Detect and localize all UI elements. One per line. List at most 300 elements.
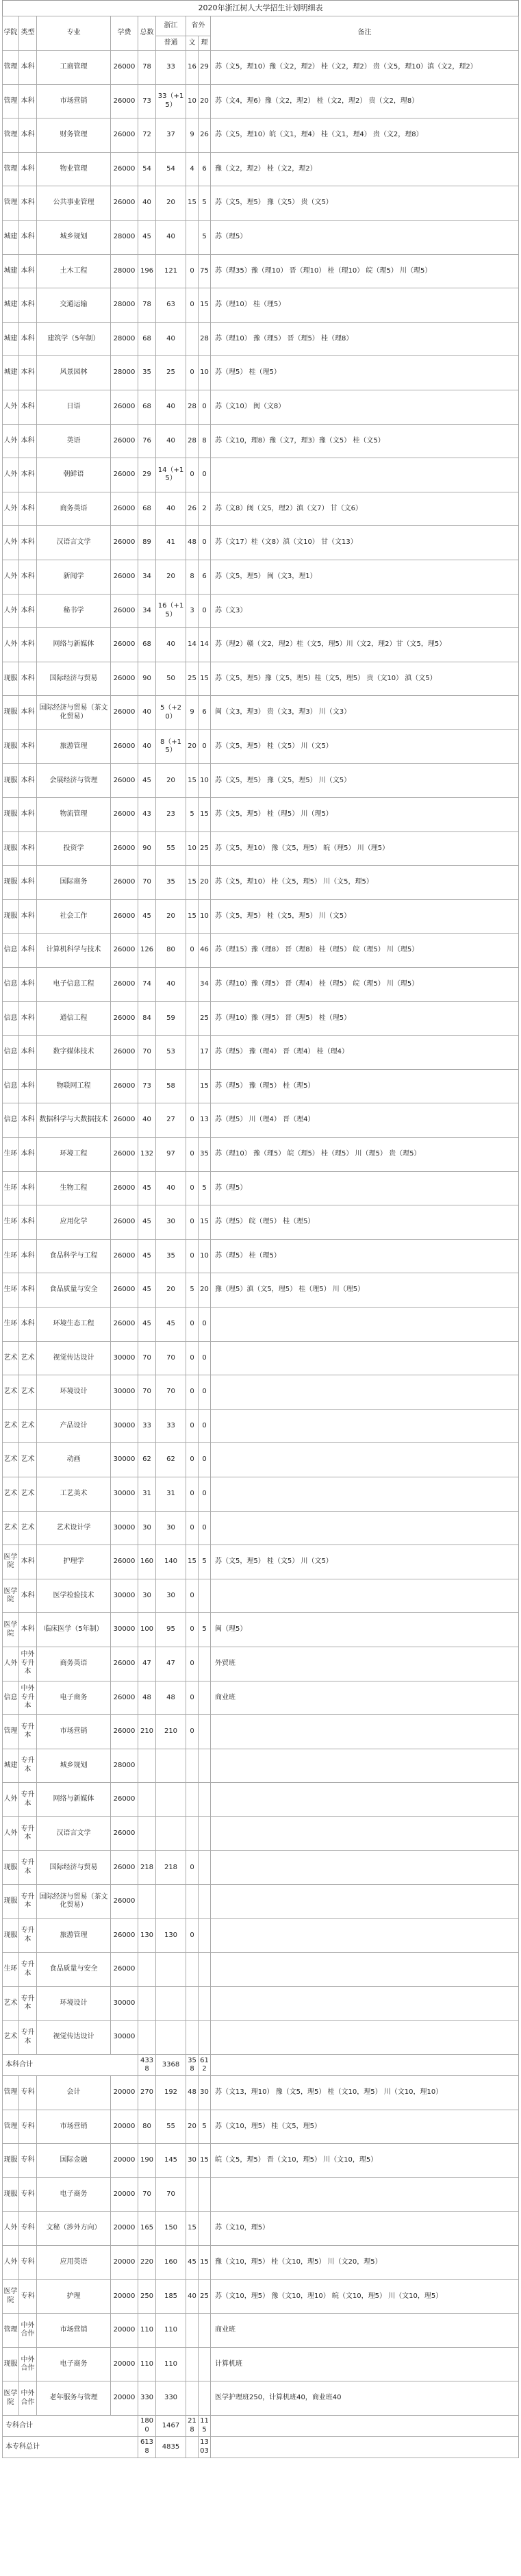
cell-total: 73: [138, 1069, 156, 1103]
cell-zhejiang-general: 192: [156, 2076, 186, 2110]
table-row: [3, 2076, 519, 2110]
cell-out-science: 5: [199, 2110, 211, 2144]
cell-out-arts: 0: [186, 1341, 199, 1375]
cell-tuition: 26000: [111, 1273, 138, 1308]
cell-total: 48: [138, 1681, 156, 1715]
cell-out-arts: 8: [186, 560, 199, 594]
cell-total: 45: [138, 220, 156, 254]
cell-total: 45: [138, 1307, 156, 1341]
cell-out-arts: [186, 322, 199, 356]
cell-type: 本科: [19, 764, 37, 798]
cell-type: 专升本: [19, 1986, 37, 2021]
summary-science: 612: [199, 2055, 211, 2076]
cell-out-arts: 26: [186, 492, 199, 526]
cell-college: 人外: [3, 458, 19, 492]
cell-out-arts: 0: [186, 1715, 199, 1749]
cell-out-science: [199, 2021, 211, 2055]
cell-total: 74: [138, 968, 156, 1002]
table-body: [3, 51, 519, 2458]
cell-note: 豫（理5）滇（文5，理5） 桂（理5） 川（理5）: [211, 1273, 519, 1308]
cell-total: [138, 2021, 156, 2055]
cell-note: 苏（理5）: [211, 1171, 519, 1205]
table-row: [3, 628, 519, 662]
cell-out-science: [199, 1851, 211, 1885]
summary-total: 6138: [138, 2436, 156, 2458]
cell-total: 250: [138, 2279, 156, 2314]
cell-zhejiang-general: 8（+15）: [156, 729, 186, 764]
cell-note: 苏（理15）豫（理8） 晋（理8） 桂（理5） 皖（理5） 川（理5）: [211, 934, 519, 968]
table-row: [3, 729, 519, 764]
cell-zhejiang-general: 31: [156, 1477, 186, 1511]
cell-note: 苏（文5，理5） 桂（文5，理5） 川（文5）: [211, 899, 519, 934]
cell-note: [211, 2177, 519, 2212]
cell-zhejiang-general: 59: [156, 1001, 186, 1036]
cell-major: 视觉传达设计: [37, 2021, 111, 2055]
cell-tuition: 30000: [111, 1477, 138, 1511]
cell-note: [211, 1953, 519, 1987]
cell-note: 苏（文5，理10） 豫（文5，理5） 皖（理5） 川（理5）: [211, 831, 519, 866]
cell-tuition: 20000: [111, 2381, 138, 2416]
table-row: [3, 1307, 519, 1341]
cell-college: 城建: [3, 322, 19, 356]
cell-major: 应用化学: [37, 1205, 111, 1240]
cell-total: 40: [138, 696, 156, 730]
cell-major: 秘书学: [37, 594, 111, 628]
cell-out-arts: 0: [186, 1138, 199, 1172]
table-row: [3, 1205, 519, 1240]
cell-type: 专科: [19, 2110, 37, 2144]
cell-note: [211, 1443, 519, 1477]
cell-out-arts: 3: [186, 594, 199, 628]
cell-major: 国际商务: [37, 866, 111, 900]
cell-major: 城乡规划: [37, 220, 111, 254]
summary-label: 本科合计: [3, 2055, 138, 2076]
cell-note: [211, 1749, 519, 1783]
cell-note: 苏（文5，理5） 豫（文5，理5） 川（文5）: [211, 764, 519, 798]
cell-type: 中外专升本: [19, 1681, 37, 1715]
cell-zhejiang-general: 218: [156, 1851, 186, 1885]
cell-major: 网络与新媒体: [37, 628, 111, 662]
cell-tuition: 20000: [111, 2314, 138, 2348]
cell-tuition: 26000: [111, 1953, 138, 1987]
cell-major: 汉语言文学: [37, 1816, 111, 1851]
cell-major: 环境工程: [37, 1138, 111, 1172]
cell-note: [211, 1511, 519, 1545]
cell-out-science: 15: [199, 288, 211, 323]
cell-note: 苏（理5） 川（理4） 晋（理4）: [211, 1103, 519, 1138]
summary-total: 4338: [138, 2055, 156, 2076]
table-row: [3, 2177, 519, 2212]
cell-total: 40: [138, 729, 156, 764]
cell-out-science: 20: [199, 866, 211, 900]
cell-out-science: 25: [199, 831, 211, 866]
cell-college: 人外: [3, 2246, 19, 2280]
cell-zhejiang-general: 210: [156, 1715, 186, 1749]
cell-major: 市场营销: [37, 2314, 111, 2348]
cell-note: [211, 1851, 519, 1885]
cell-zhejiang-general: 55: [156, 831, 186, 866]
cell-major: 旅游管理: [37, 729, 111, 764]
cell-out-arts: [186, 1069, 199, 1103]
cell-college: 人外: [3, 390, 19, 424]
cell-type: 本科: [19, 1036, 37, 1070]
cell-note: 苏（文10，理5）: [211, 2212, 519, 2246]
cell-out-arts: [186, 2347, 199, 2381]
grand-total-row: [3, 2436, 519, 2458]
cell-college: 管理: [3, 84, 19, 118]
cell-type: 本科: [19, 288, 37, 323]
cell-college: 现服: [3, 1885, 19, 1919]
cell-out-arts: 0: [186, 1205, 199, 1240]
cell-zhejiang-general: [156, 2021, 186, 2055]
cell-out-arts: 48: [186, 2076, 199, 2110]
cell-out-science: 75: [199, 254, 211, 288]
cell-out-science: [199, 2177, 211, 2212]
cell-zhejiang-general: [156, 1749, 186, 1783]
cell-zhejiang-general: 30: [156, 1205, 186, 1240]
table-row: [3, 356, 519, 390]
cell-zhejiang-general: 20: [156, 560, 186, 594]
cell-out-arts: 30: [186, 2144, 199, 2178]
table-row: [3, 152, 519, 186]
cell-type: 专升本: [19, 1715, 37, 1749]
cell-out-arts: 0: [186, 288, 199, 323]
cell-tuition: 26000: [111, 1103, 138, 1138]
cell-major: 文秘（涉外方向）: [37, 2212, 111, 2246]
cell-zhejiang-general: 20: [156, 764, 186, 798]
cell-out-arts: 0: [186, 1681, 199, 1715]
cell-major: 数据科学与大数据技术: [37, 1103, 111, 1138]
cell-total: 62: [138, 1443, 156, 1477]
cell-major: 城乡规划: [37, 1749, 111, 1783]
cell-college: 管理: [3, 186, 19, 221]
cell-tuition: 26000: [111, 1138, 138, 1172]
cell-college: 生环: [3, 1273, 19, 1308]
header-zhejiang: 浙江: [156, 16, 186, 36]
cell-total: [138, 1986, 156, 2021]
cell-total: 70: [138, 1375, 156, 1410]
cell-type: 本科: [19, 322, 37, 356]
cell-total: 218: [138, 1851, 156, 1885]
header-science: 理: [199, 36, 211, 51]
cell-type: 专升本: [19, 1783, 37, 1817]
cell-out-science: [199, 1579, 211, 1613]
cell-type: 专科: [19, 2246, 37, 2280]
cell-college: 现服: [3, 764, 19, 798]
cell-college: 现服: [3, 1851, 19, 1885]
cell-type: 本科: [19, 84, 37, 118]
cell-out-science: 17: [199, 1036, 211, 1070]
cell-out-arts: 25: [186, 662, 199, 696]
cell-zhejiang-general: 40: [156, 628, 186, 662]
cell-out-arts: [186, 1816, 199, 1851]
header-arts: 文: [186, 36, 199, 51]
cell-major: 老年服务与管理: [37, 2381, 111, 2416]
cell-tuition: 20000: [111, 2177, 138, 2212]
cell-tuition: 30000: [111, 1375, 138, 1410]
cell-college: 艺术: [3, 1375, 19, 1410]
cell-zhejiang-general: 14（+15）: [156, 458, 186, 492]
cell-college: 管理: [3, 118, 19, 153]
cell-tuition: 28000: [111, 220, 138, 254]
cell-total: 89: [138, 526, 156, 560]
cell-out-science: 10: [199, 899, 211, 934]
table-row: [3, 51, 519, 85]
cell-out-science: 15: [199, 2144, 211, 2178]
cell-type: 本科: [19, 628, 37, 662]
table-row: [3, 1986, 519, 2021]
cell-type: 专升本: [19, 1749, 37, 1783]
cell-total: 68: [138, 390, 156, 424]
cell-type: 本科: [19, 1069, 37, 1103]
cell-total: 45: [138, 899, 156, 934]
cell-out-arts: 15: [186, 764, 199, 798]
cell-total: 90: [138, 662, 156, 696]
cell-zhejiang-general: 40: [156, 492, 186, 526]
cell-out-arts: 0: [186, 1579, 199, 1613]
cell-tuition: 20000: [111, 2076, 138, 2110]
cell-type: 本科: [19, 356, 37, 390]
cell-college: 生环: [3, 1239, 19, 1273]
cell-note: 苏（文10） 闽（文8）: [211, 390, 519, 424]
cell-note: [211, 1375, 519, 1410]
header-major: 专业: [37, 16, 111, 51]
cell-tuition: 26000: [111, 1036, 138, 1070]
cell-major: 护理学: [37, 1545, 111, 1579]
cell-total: 68: [138, 628, 156, 662]
vocational-subtotal-row: [3, 2415, 519, 2436]
cell-college: 信息: [3, 1036, 19, 1070]
cell-major: 土木工程: [37, 254, 111, 288]
cell-out-arts: 0: [186, 934, 199, 968]
cell-type: 专科: [19, 2212, 37, 2246]
cell-zhejiang-general: 160: [156, 2246, 186, 2280]
cell-tuition: 30000: [111, 1613, 138, 1647]
cell-total: 110: [138, 2347, 156, 2381]
cell-tuition: 28000: [111, 356, 138, 390]
cell-out-arts: 0: [186, 1918, 199, 1953]
cell-zhejiang-general: 30: [156, 1511, 186, 1545]
cell-out-arts: 0: [186, 1409, 199, 1443]
cell-out-science: [199, 2347, 211, 2381]
cell-note: 苏（理35）豫（理10） 晋（理10） 桂（理10） 皖（理5） 川（理5）: [211, 254, 519, 288]
cell-college: 现服: [3, 2177, 19, 2212]
cell-note: 豫（文2，理2） 桂（文2，理2）: [211, 152, 519, 186]
summary-note: [211, 2415, 519, 2436]
cell-out-science: 5: [199, 220, 211, 254]
cell-out-science: 0: [199, 1511, 211, 1545]
cell-type: 本科: [19, 1239, 37, 1273]
cell-note: 苏（理10） 桂（理5）: [211, 288, 519, 323]
cell-note: 苏（文10，理5） 豫（文10，理10） 皖（文10，理5） 川（文10，理5）: [211, 2279, 519, 2314]
cell-type: 专升本: [19, 2021, 37, 2055]
summary-zhejiang: 1467: [156, 2415, 186, 2436]
cell-tuition: 26000: [111, 424, 138, 458]
cell-note: 苏（文5，理10） 桂（文5，理5） 川（文5，理5）: [211, 866, 519, 900]
cell-total: 80: [138, 2110, 156, 2144]
cell-total: 73: [138, 84, 156, 118]
cell-note: 苏（理10）豫（理5） 晋（理4） 桂（理5） 皖（理5） 川（理5）: [211, 968, 519, 1002]
cell-college: 管理: [3, 2076, 19, 2110]
cell-note: 外贸班: [211, 1647, 519, 1681]
cell-out-arts: 9: [186, 696, 199, 730]
table-row: [3, 424, 519, 458]
cell-out-arts: 0: [186, 1511, 199, 1545]
cell-out-arts: 28: [186, 390, 199, 424]
cell-total: 40: [138, 1103, 156, 1138]
cell-major: 产品设计: [37, 1409, 111, 1443]
table-row: [3, 1816, 519, 1851]
cell-type: 本科: [19, 1171, 37, 1205]
cell-note: 苏（文5，理5） 豫（文5） 贵（文5）: [211, 186, 519, 221]
cell-total: 126: [138, 934, 156, 968]
cell-major: 英语: [37, 424, 111, 458]
cell-type: 本科: [19, 798, 37, 832]
cell-major: 生物工程: [37, 1171, 111, 1205]
header-out-of-province: 省外: [186, 16, 211, 36]
cell-major: 艺术设计学: [37, 1511, 111, 1545]
cell-note: 苏（文10，理5） 桂（文5，理5）: [211, 2110, 519, 2144]
cell-out-science: 6: [199, 560, 211, 594]
cell-out-science: 10: [199, 356, 211, 390]
cell-total: 30: [138, 1511, 156, 1545]
cell-type: 本科: [19, 118, 37, 153]
cell-tuition: 26000: [111, 84, 138, 118]
cell-note: [211, 1816, 519, 1851]
cell-college: 现服: [3, 729, 19, 764]
table-row: [3, 1341, 519, 1375]
cell-major: 环境设计: [37, 1375, 111, 1410]
cell-major: 环境设计: [37, 1986, 111, 2021]
cell-zhejiang-general: 40: [156, 322, 186, 356]
cell-major: 食品科学与工程: [37, 1239, 111, 1273]
cell-out-arts: [186, 1001, 199, 1036]
table-row: [3, 2212, 519, 2246]
cell-college: 人外: [3, 492, 19, 526]
cell-total: 70: [138, 866, 156, 900]
cell-out-arts: 28: [186, 424, 199, 458]
cell-type: 艺术: [19, 1443, 37, 1477]
cell-out-science: 35: [199, 1138, 211, 1172]
cell-note: 苏（文5，理5）豫（文5，理5）桂（文5，理5） 贵（文10） 滇（文5）: [211, 662, 519, 696]
cell-college: 现服: [3, 1918, 19, 1953]
table-row: [3, 1681, 519, 1715]
cell-tuition: 20000: [111, 2246, 138, 2280]
cell-type: 艺术: [19, 1477, 37, 1511]
cell-zhejiang-general: 27: [156, 1103, 186, 1138]
cell-note: 苏（理10） 豫（理5） 晋（理5） 桂（理8）: [211, 322, 519, 356]
cell-out-arts: [186, 2177, 199, 2212]
cell-college: 城建: [3, 356, 19, 390]
table-row: [3, 1749, 519, 1783]
cell-major: 动画: [37, 1443, 111, 1477]
cell-major: 国际经济与贸易: [37, 1851, 111, 1885]
cell-out-science: 15: [199, 2246, 211, 2280]
cell-college: 医学院: [3, 1545, 19, 1579]
summary-zhejiang: 3368: [156, 2055, 186, 2076]
cell-type: 本科: [19, 424, 37, 458]
table-row: [3, 1545, 519, 1579]
cell-college: 医学院: [3, 2381, 19, 2416]
cell-college: 人外: [3, 424, 19, 458]
cell-out-arts: 0: [186, 1443, 199, 1477]
cell-major: 国际金融: [37, 2144, 111, 2178]
cell-tuition: 20000: [111, 2279, 138, 2314]
cell-major: 建筑学（5年制）: [37, 322, 111, 356]
cell-out-arts: 9: [186, 118, 199, 153]
cell-out-arts: 16: [186, 51, 199, 85]
cell-total: 29: [138, 458, 156, 492]
table-row: [3, 560, 519, 594]
cell-out-arts: 4: [186, 152, 199, 186]
cell-total: 165: [138, 2212, 156, 2246]
table-row: [3, 526, 519, 560]
cell-major: 投资学: [37, 831, 111, 866]
cell-college: 现服: [3, 2347, 19, 2381]
cell-out-arts: 15: [186, 186, 199, 221]
cell-zhejiang-general: 40: [156, 390, 186, 424]
cell-tuition: 26000: [111, 899, 138, 934]
cell-out-science: 10: [199, 764, 211, 798]
cell-college: 医学院: [3, 1613, 19, 1647]
cell-out-arts: [186, 968, 199, 1002]
cell-college: 信息: [3, 1103, 19, 1138]
table-row: [3, 390, 519, 424]
cell-out-science: 13: [199, 1103, 211, 1138]
cell-type: 本科: [19, 1138, 37, 1172]
cell-out-arts: 0: [186, 1103, 199, 1138]
cell-total: 45: [138, 1171, 156, 1205]
cell-tuition: 28000: [111, 254, 138, 288]
cell-major: 商务英语: [37, 1647, 111, 1681]
cell-out-arts: [186, 1953, 199, 1987]
cell-out-arts: 0: [186, 356, 199, 390]
cell-college: 管理: [3, 51, 19, 85]
cell-type: 本科: [19, 696, 37, 730]
cell-college: 生环: [3, 1205, 19, 1240]
cell-type: 本科: [19, 729, 37, 764]
cell-out-arts: 0: [186, 1375, 199, 1410]
cell-total: 47: [138, 1647, 156, 1681]
cell-zhejiang-general: 16（+15）: [156, 594, 186, 628]
cell-major: 财务管理: [37, 118, 111, 153]
cell-zhejiang-general: 95: [156, 1613, 186, 1647]
cell-note: [211, 1341, 519, 1375]
cell-zhejiang-general: 20: [156, 899, 186, 934]
cell-total: [138, 1953, 156, 1987]
cell-zhejiang-general: 40: [156, 220, 186, 254]
table-row: [3, 2110, 519, 2144]
table-row: [3, 1647, 519, 1681]
cell-tuition: 26000: [111, 1783, 138, 1817]
cell-note: 苏（理5）: [211, 220, 519, 254]
cell-college: 城建: [3, 288, 19, 323]
cell-note: 苏（理5） 皖（理5） 桂（理5）: [211, 1205, 519, 1240]
cell-total: 330: [138, 2381, 156, 2416]
cell-total: 31: [138, 1477, 156, 1511]
cell-note: 商业班: [211, 1681, 519, 1715]
table-row: [3, 1069, 519, 1103]
cell-note: 苏（理5） 豫（理4） 晋（理4） 桂（理4）: [211, 1036, 519, 1070]
cell-college: 管理: [3, 2314, 19, 2348]
cell-tuition: 26000: [111, 492, 138, 526]
summary-arts: 218: [186, 2415, 199, 2436]
cell-type: 专科: [19, 2076, 37, 2110]
cell-out-science: 46: [199, 934, 211, 968]
cell-out-science: 0: [199, 594, 211, 628]
cell-total: 78: [138, 288, 156, 323]
cell-out-science: 5: [199, 1613, 211, 1647]
